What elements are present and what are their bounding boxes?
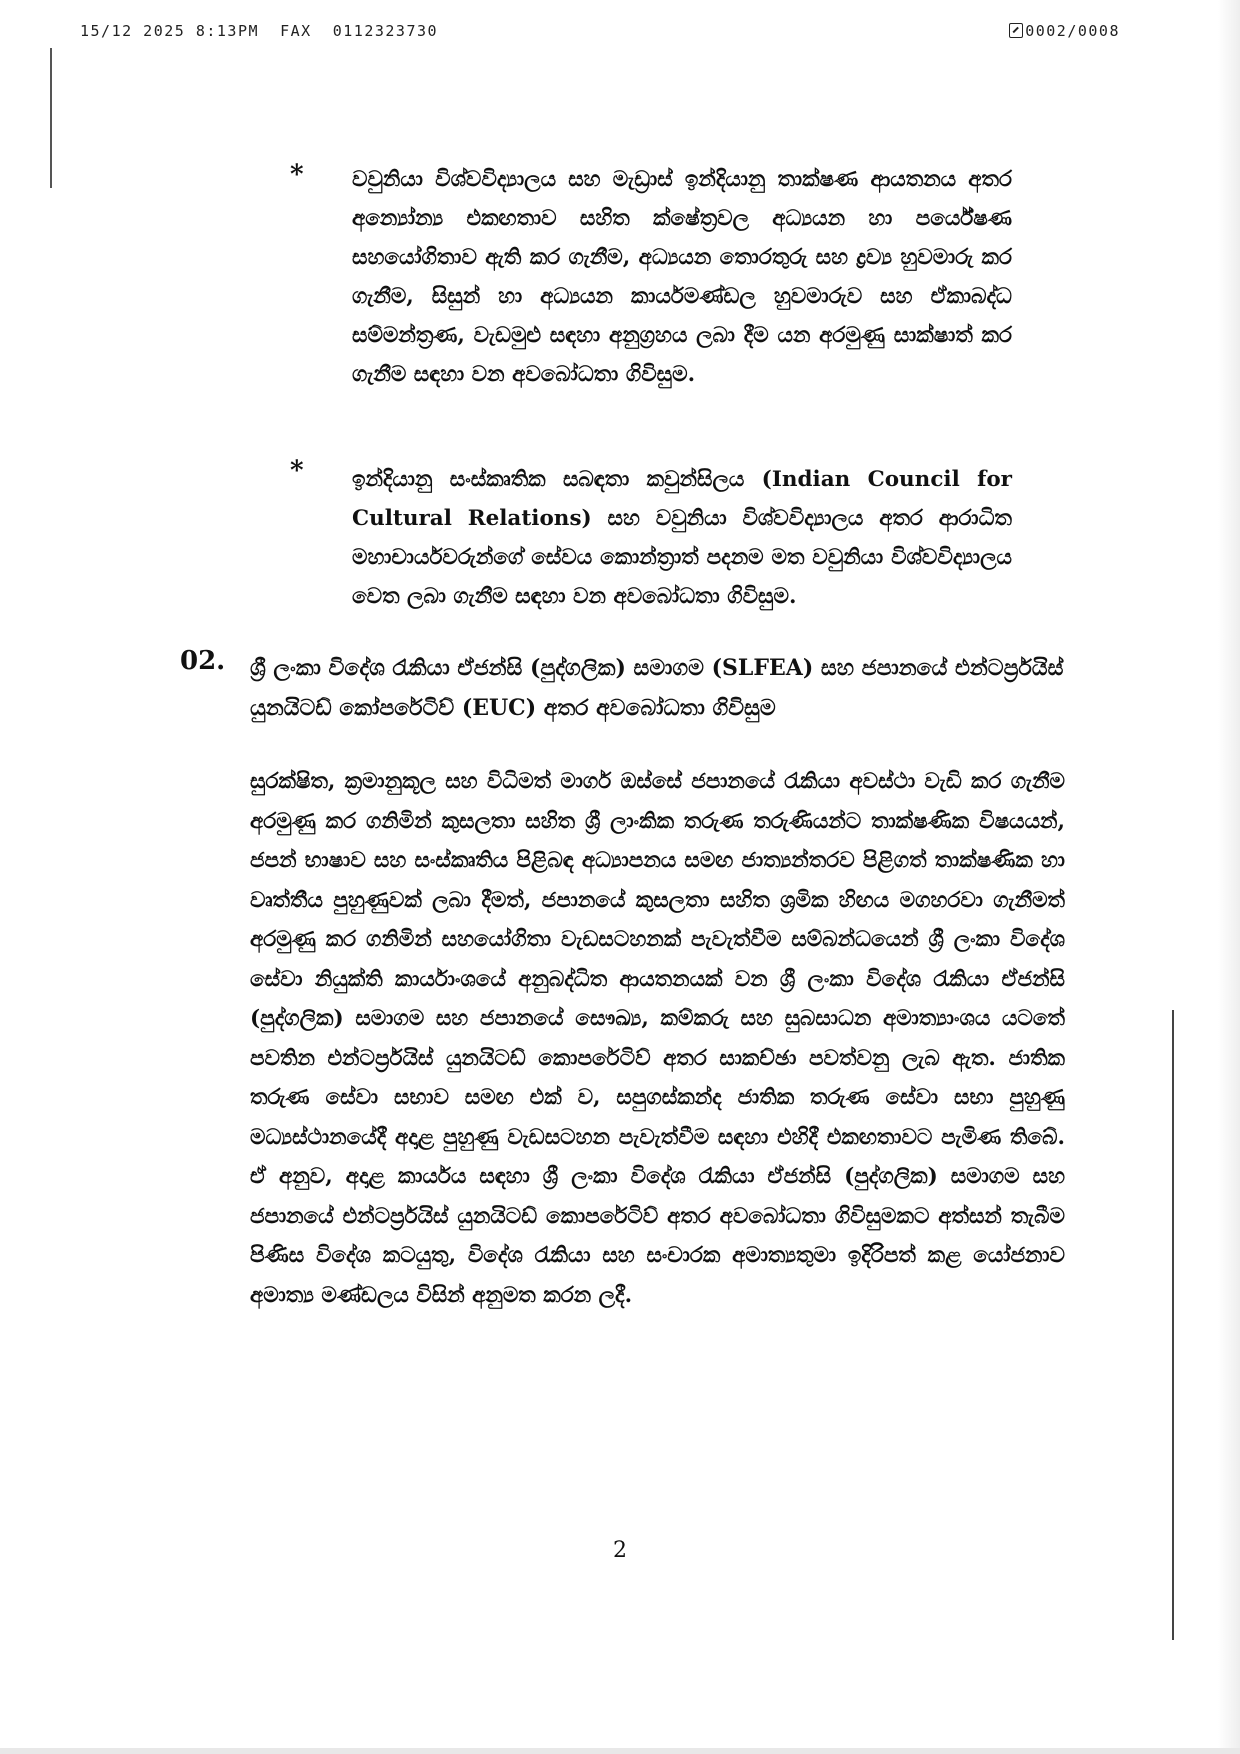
section-number: 02. (180, 646, 226, 676)
scan-edge-shade (1218, 0, 1240, 1754)
fax-page-counter (1009, 22, 1120, 40)
scan-artifact-line (50, 48, 52, 188)
page-number: 2 (613, 1538, 627, 1563)
bullet-paragraph: ඉන්දියානු සංස්කෘතික සබඳතා කවුන්සිලය (Indian Council for Cultural Relations) සහ වවුනියා විශ්වවිද්‍යාලය අතර ආරාධිත මහාචාර්යවරුන්ගේ සේවය කොන්ත්‍රාත් පදනම මත වවුනියා විශ්වවිද්‍යාලය වෙත ලබා ගැනීම සඳහා වන අවබෝධතා ගිවිසුම. (352, 467, 1012, 609)
fax-page-counter-text: 0002/0008 (1025, 22, 1120, 40)
bullet-paragraph: වවුනියා විශ්වවිද්‍යාලය සහ මැඩ්‍රාස් ඉන්දියානු තාක්ෂණ ආයතනය අතර අන්‍යෝන්‍ය එකඟතාව සහිත ක්ෂේත්‍රවල අධ්‍යයන හා පර්යේෂණ සහයෝගිතාව ඇති කර ගැනීම, අධ්‍යයන තොරතුරු සහ ද්‍රව්‍ය හුවමාරු කර ගැනීම, සිසුන් හා අධ්‍යයන කාර්යමණ්ඩල හුවමාරුව සහ ඒකාබද්ධ සම්මන්ත්‍රණ, වැඩමුළු සඳහා අනුග්‍රහය ලබා දීම යන අරමුණු සාක්ෂාත් කර ගැනීම සඳහා වන අවබෝධතා ගිවිසුම. (352, 167, 1012, 387)
scan-edge-shade (0, 1748, 1240, 1754)
section-body: සුරක්ෂිත, ක්‍රමානුකූල සහ විධිමත් මාර්ග ඔස්සේ ජපානයේ රැකියා අවස්ථා වැඩි කර ගැනීම අරමුණු කර ගනිමින් කුසලතා සහිත ශ්‍රී ලාංකික තරුණ තරුණියන්ට තාක්ෂණික විෂයයන්, ජපන් භාෂාව සහ සංස්කෘතිය පිළිබඳ අධ්‍යාපනය සමඟ ජාත්‍යන්තරව පිළිගත් තාක්ෂණික හා වෘත්තීය පුහුණුවක් ලබා දීමත්, ජපානයේ කුසලතා සහිත ශ්‍රමික හිඟය මගහරවා ගැනීමත් අරමුණු කර ගනිමින් සහයෝගිතා වැඩසටහනක් පැවැත්වීම සම්බන්ධයෙන් ශ්‍රී ලංකා විදේශ සේවා නියුක්ති කාර්යාංශයේ අනුබද්ධිත ආයතනයක් වන ශ්‍රී ලංකා විදේශ රැකියා ඒජන්සි (පුද්ගලික) සමාගම සහ ජපානයේ සෞඛ්‍ය, කම්කරු සහ සුබසාධන අමාත්‍යාංශය යටතේ පවතින එන්ටර්ප්‍රයිස් යුනයිටඩ් කොපරේටිව් අතර සාකච්ඡා පවත්වනු ලැබ ඇත. ජාතික තරුණ සේවා සභාව සමඟ එක් ව, සපුගස්කන්ද ජාතික තරුණ සේවා සභා පුහුණු මධ්‍යස්ථානයේදී අදාළ පුහුණු වැඩසටහන පැවැත්වීම සඳහා එහිදී එකඟතාවට පැමිණ තිබේ. ඒ අනුව, අදාළ කාර්යය සඳහා ශ්‍රී ලංකා විදේශ රැකියා ඒජන්සි (පුද්ගලික) සමාගම සහ ජපානයේ එන්ටර්ප්‍රයිස් යුනයිටඩ් කොපරේටිව් අතර අවබෝධතා ගිවිසුමකට අත්සන් තැබීම පිණිස විදේශ කටයුතු, විදේශ රැකියා සහ සංචාරක අමාත්‍යතුමා ඉදිරිපත් කළ යෝජනාව අමාත්‍ය මණ්ඩලය විසින් අනුමත කරන ලදී. (250, 769, 1065, 1308)
fax-header (80, 22, 1120, 46)
fax-checkbox-icon (1009, 23, 1023, 38)
section-heading: ශ්‍රී ලංකා විදේශ රැකියා ඒජන්සි (පුද්ගලික) සමාගම (SLFEA) සහ ජපානයේ එන්ටර්ප්‍රයිස් යුනයිටඩ් කෝපරේටිව් (EUC) අතර අවබෝධතා ගිවිසුම (250, 655, 1064, 721)
fax-timestamp-line: 15/12 2025 8:13PM FAX 0112323730 (80, 22, 439, 40)
bullet-marker: * (290, 160, 304, 190)
bullet-marker: * (290, 456, 304, 486)
